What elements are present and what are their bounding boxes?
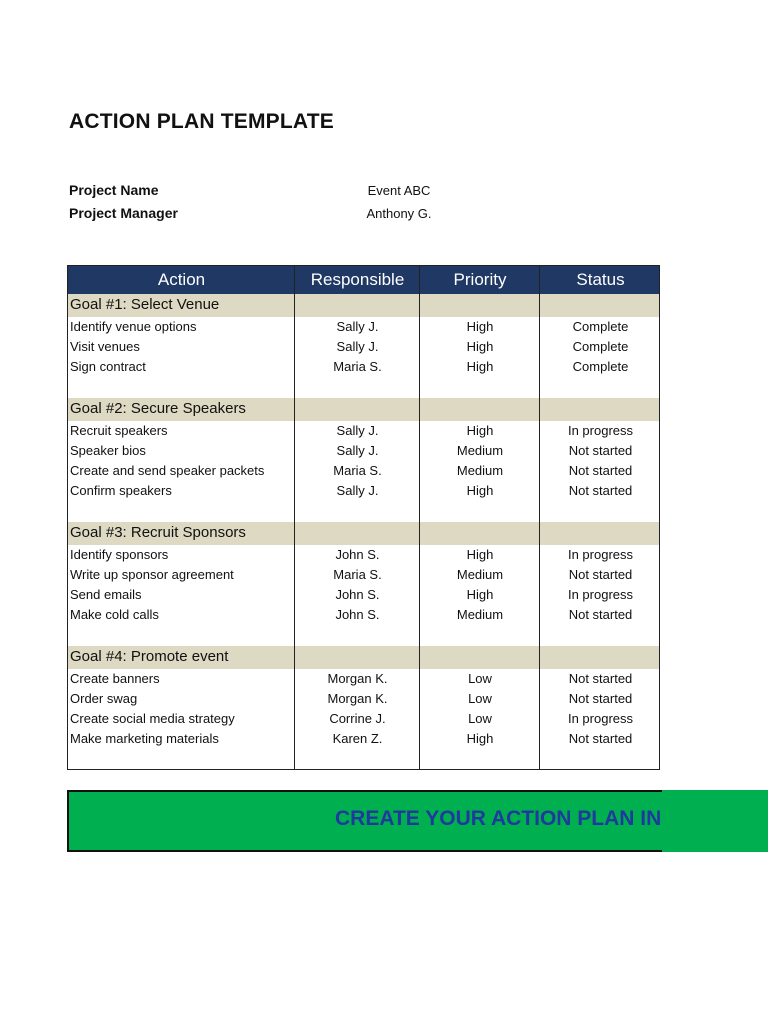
row-priority: High	[466, 483, 494, 498]
row-responsible: John S.	[335, 587, 380, 602]
row-priority: High	[466, 547, 494, 562]
row-priority: High	[466, 339, 494, 354]
row-responsible: Corrine J.	[329, 711, 386, 726]
row-responsible: Sally J.	[336, 483, 379, 498]
row-action: Recruit speakers	[70, 423, 168, 438]
row-responsible: Maria S.	[333, 463, 382, 478]
goal-title: Goal #3: Recruit Sponsors	[70, 524, 246, 541]
row-status: In progress	[567, 587, 634, 602]
row-priority: High	[466, 423, 494, 438]
row-status: Not started	[568, 483, 633, 498]
goal-header	[68, 398, 659, 421]
column-divider	[539, 266, 540, 769]
row-status: Not started	[568, 671, 633, 686]
page-title: ACTION PLAN TEMPLATE	[69, 110, 334, 133]
project-manager-value: Anthony G.	[366, 206, 432, 221]
column-divider	[419, 266, 420, 769]
table-row	[68, 565, 659, 585]
row-status: Not started	[568, 607, 633, 622]
project-name-label: Project Name	[69, 182, 159, 198]
table-row	[68, 669, 659, 689]
table-row	[68, 317, 659, 337]
goal-header	[68, 646, 659, 669]
row-status: Complete	[572, 339, 629, 354]
table-row	[68, 605, 659, 625]
row-priority: High	[466, 319, 494, 334]
column-divider	[294, 266, 295, 769]
row-responsible: John S.	[335, 547, 380, 562]
project-name-value: Event ABC	[367, 183, 431, 198]
table-row	[68, 545, 659, 565]
project-name-row	[69, 182, 449, 198]
row-responsible: Sally J.	[336, 443, 379, 458]
header-status: Status	[576, 270, 625, 289]
goal-title: Goal #2: Secure Speakers	[70, 400, 246, 417]
row-action: Speaker bios	[70, 443, 146, 458]
table-row	[68, 689, 659, 709]
table-row	[68, 729, 659, 749]
table-row	[68, 481, 659, 501]
goal-header	[68, 522, 659, 545]
table-row	[68, 337, 659, 357]
row-status: Complete	[572, 359, 629, 374]
header-responsible: Responsible	[310, 270, 405, 289]
row-responsible: Sally J.	[336, 339, 379, 354]
project-manager-label: Project Manager	[69, 205, 178, 221]
row-status: Not started	[568, 463, 633, 478]
row-status: Complete	[572, 319, 629, 334]
row-priority: Medium	[456, 567, 504, 582]
table-row	[68, 357, 659, 377]
row-priority: Low	[468, 691, 492, 706]
goal-title: Goal #4: Promote event	[70, 648, 229, 665]
row-action: Send emails	[70, 587, 142, 602]
table-row	[68, 709, 659, 729]
row-action: Identify venue options	[70, 319, 197, 334]
table-row	[68, 421, 659, 441]
row-status: Not started	[568, 731, 633, 746]
row-status: In progress	[567, 423, 634, 438]
row-responsible: Sally J.	[336, 319, 379, 334]
row-status: Not started	[568, 567, 633, 582]
row-responsible: Maria S.	[333, 567, 382, 582]
goal-title: Goal #1: Select Venue	[70, 296, 220, 313]
row-priority: Medium	[456, 443, 504, 458]
row-action: Make cold calls	[70, 607, 159, 622]
row-action: Write up sponsor agreement	[70, 567, 234, 582]
table-header	[68, 266, 659, 294]
row-priority: Low	[468, 711, 492, 726]
goal-header	[68, 294, 659, 317]
row-responsible: Morgan K.	[327, 691, 388, 706]
row-priority: Low	[468, 671, 492, 686]
row-responsible: Morgan K.	[327, 671, 388, 686]
table-row	[68, 441, 659, 461]
row-status: In progress	[567, 547, 634, 562]
banner-border	[69, 850, 662, 852]
row-responsible: Sally J.	[336, 423, 379, 438]
row-status: Not started	[568, 691, 633, 706]
row-action: Sign contract	[70, 359, 146, 374]
row-responsible: Maria S.	[333, 359, 382, 374]
row-priority: High	[466, 731, 494, 746]
row-priority: High	[466, 587, 494, 602]
row-action: Identify sponsors	[70, 547, 169, 562]
create-action-plan-banner[interactable]	[67, 790, 768, 852]
project-manager-row	[69, 205, 449, 221]
table-row	[68, 461, 659, 481]
row-action: Order swag	[70, 691, 138, 706]
row-priority: High	[466, 359, 494, 374]
row-action: Make marketing materials	[70, 731, 219, 746]
row-status: In progress	[567, 711, 634, 726]
row-action: Confirm speakers	[70, 483, 172, 498]
row-action: Visit venues	[70, 339, 140, 354]
row-action: Create social media strategy	[70, 711, 235, 726]
row-priority: Medium	[456, 463, 504, 478]
action-plan-table	[67, 265, 660, 770]
row-responsible: Karen Z.	[332, 731, 383, 746]
row-action: Create and send speaker packets	[70, 463, 265, 478]
row-priority: Medium	[456, 607, 504, 622]
cta-label: CREATE YOUR ACTION PLAN IN	[335, 807, 662, 830]
table-row	[68, 585, 659, 605]
row-action: Create banners	[70, 671, 160, 686]
header-priority: Priority	[453, 270, 507, 289]
row-responsible: John S.	[335, 607, 380, 622]
header-action: Action	[157, 270, 206, 289]
banner-border	[69, 790, 662, 792]
row-status: Not started	[568, 443, 633, 458]
